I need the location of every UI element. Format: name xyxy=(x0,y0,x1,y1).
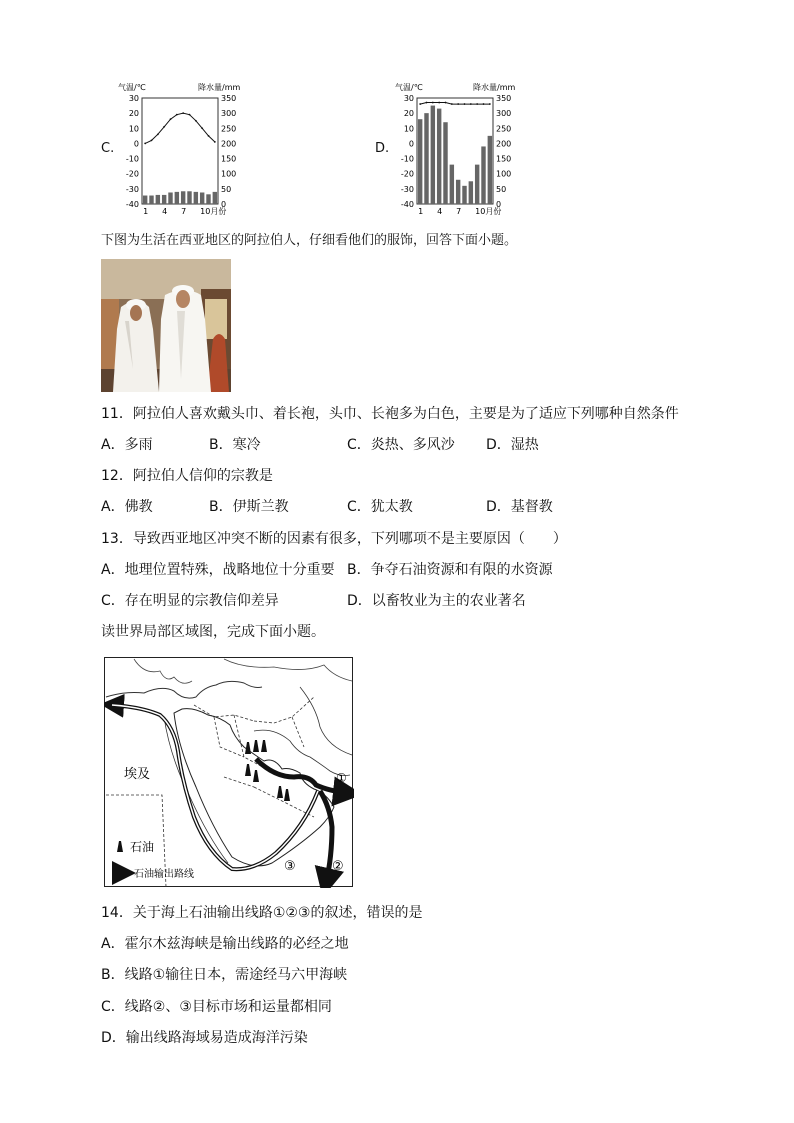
chart-d-x-tick: 7 xyxy=(456,207,462,216)
route-3-label: ③ xyxy=(284,859,296,874)
question-13-text: 13．导致西亚地区冲突不断的因素有很多，下列哪项不是主要原因（ ） xyxy=(101,531,567,547)
chart-c-temp-point xyxy=(182,112,184,114)
chart-d-precip-bar xyxy=(437,109,441,204)
chart-c-right-tick: 350 xyxy=(221,94,237,103)
chart-d-left-tick: -30 xyxy=(400,184,414,194)
chart-d-temp-point xyxy=(426,102,428,104)
chart-d-temp-point xyxy=(445,102,447,104)
arab-men-photo xyxy=(101,259,231,392)
chart-d-temp-point xyxy=(476,103,478,105)
chart-c-left-tick: -40 xyxy=(125,200,139,209)
q13-option-a[interactable]: A．地理位置特殊，战略地位十分重要 xyxy=(101,562,335,578)
map-intro-text: 读世界局部区域图，完成下面小题。 xyxy=(101,624,325,640)
chart-d-right-tick: 350 xyxy=(496,94,512,103)
chart-c-precip-bar xyxy=(162,195,166,204)
chart-d-right-tick: 150 xyxy=(496,154,512,164)
q14-option-d[interactable]: D．输出线路海域易造成海洋污染 xyxy=(101,1030,308,1046)
chart-c-right-tick: 200 xyxy=(221,139,237,149)
chart-c-precip-bar xyxy=(156,195,160,204)
chart-d-precip-bar xyxy=(431,106,435,204)
q11-option-b[interactable]: B．寒冷 xyxy=(209,437,261,453)
chart-c-right-tick: 50 xyxy=(221,184,232,194)
climate-chart-c xyxy=(112,80,252,220)
chart-d-temperature-line xyxy=(420,103,490,105)
chart-d-right-tick: 300 xyxy=(496,109,512,119)
q12-option-d[interactable]: D．基督教 xyxy=(486,499,553,515)
chart-c-temp-point xyxy=(201,127,203,129)
question-12-text: 12．阿拉伯人信仰的宗教是 xyxy=(101,468,273,484)
chart-c-x-tick: 4 xyxy=(162,207,168,216)
chart-c-left-tick: 30 xyxy=(128,94,139,103)
climate-chart-d xyxy=(387,80,527,220)
photo-intro-text: 下图为生活在西亚地区的阿拉伯人，仔细看他们的服饰，回答下面小题。 xyxy=(101,233,518,248)
chart-d-precip-bar xyxy=(443,122,447,204)
egypt-label: 埃及 xyxy=(124,767,151,782)
chart-c-precip-bar xyxy=(181,191,185,204)
q14-option-c[interactable]: C．线路②、③目标市场和运量都相同 xyxy=(101,999,332,1015)
question-14-text: 14．关于海上石油输出线路①②③的叙述，错误的是 xyxy=(101,905,423,921)
q12-option-b[interactable]: B．伊斯兰教 xyxy=(209,499,289,515)
chart-c-temp-point xyxy=(176,114,178,116)
chart-d-right-tick: 200 xyxy=(496,139,512,149)
chart-d-temp-point xyxy=(464,103,466,105)
chart-c-right-tick: 100 xyxy=(221,169,237,179)
route-2-label: ② xyxy=(332,859,344,874)
q14-option-b[interactable]: B．线路①输往日本，需途经马六甲海峡 xyxy=(101,967,348,983)
q11-option-d[interactable]: D．湿热 xyxy=(486,437,539,453)
chart-d-temp-point xyxy=(419,103,421,105)
chart-c-left-label: 气温/℃ xyxy=(118,83,146,92)
q12-option-a[interactable]: A．佛教 xyxy=(101,499,153,515)
chart-c-right-tick: 0 xyxy=(221,200,227,209)
chart-c-precip-bar xyxy=(206,194,210,204)
chart-d-left-tick: 10 xyxy=(403,124,414,134)
chart-c-x-tick: 1 xyxy=(143,207,149,216)
chart-d-left-tick: -40 xyxy=(400,200,414,209)
chart-c-right-tick: 300 xyxy=(221,109,237,119)
chart-c-temp-point xyxy=(144,143,146,145)
chart-d-right-tick: 250 xyxy=(496,124,512,134)
chart-d-temp-point xyxy=(451,103,453,105)
chart-c-temp-point xyxy=(170,118,172,120)
legend-oil-label: 石油 xyxy=(130,840,155,854)
chart-d-left-tick: -20 xyxy=(400,169,414,179)
chart-c-precip-bar xyxy=(149,196,153,204)
chart-d-precip-bar xyxy=(469,181,473,204)
chart-d-x-tick: 10月份 xyxy=(475,207,502,216)
chart-c-temp-point xyxy=(151,140,153,142)
chart-d-left-label: 气温/℃ xyxy=(395,83,423,92)
chart-c-precip-bar xyxy=(143,196,147,204)
question-11-text: 11．阿拉伯人喜欢戴头巾、着长袍，头巾、长袍多为白色，主要是为了适应下列哪种自然条件 xyxy=(101,406,679,422)
chart-d-precip-bar xyxy=(450,165,454,204)
chart-d-precip-bar xyxy=(456,180,460,204)
chart-c-left-tick: -30 xyxy=(125,184,139,194)
chart-d-temp-point xyxy=(438,102,440,104)
chart-c-temp-point xyxy=(189,114,191,116)
chart-d-left-tick: 20 xyxy=(403,109,414,119)
chart-d-precip-bar xyxy=(418,119,422,204)
chart-c-precip-bar xyxy=(194,192,198,204)
chart-d-left-tick: 30 xyxy=(403,94,414,103)
chart-c-precip-bar xyxy=(168,192,172,204)
q14-option-a[interactable]: A．霍尔木兹海峡是输出线路的必经之地 xyxy=(101,936,349,952)
chart-c-right-label: 降水量/mm xyxy=(198,83,241,92)
option-d-letter: D. xyxy=(375,141,390,156)
middle-east-map xyxy=(104,657,354,888)
chart-d-x-tick: 1 xyxy=(418,207,424,216)
chart-c-precip-bar xyxy=(200,192,204,204)
chart-c-right-tick: 150 xyxy=(221,154,237,164)
chart-d-right-label: 降水量/mm xyxy=(473,83,516,92)
chart-d-precip-bar xyxy=(475,165,479,204)
chart-c-temperature-line xyxy=(145,113,215,143)
chart-d-precip-bar xyxy=(488,136,492,204)
chart-c-precip-bar xyxy=(187,191,191,204)
chart-c-temp-point xyxy=(208,135,210,137)
q12-option-c[interactable]: C．犹太教 xyxy=(347,499,413,515)
chart-d-temp-point xyxy=(432,102,434,104)
chart-c-precip-bar xyxy=(213,192,217,204)
q13-option-d[interactable]: D．以畜牧业为主的农业著名 xyxy=(347,593,526,609)
chart-c-temp-point xyxy=(157,133,159,135)
q11-option-a[interactable]: A．多雨 xyxy=(101,437,153,453)
chart-d-precip-bar xyxy=(424,113,428,204)
chart-d-left-tick: 0 xyxy=(408,139,414,149)
chart-d-temp-point xyxy=(489,103,491,105)
legend-route-label: 石油输出路线 xyxy=(134,869,194,880)
chart-c-left-tick: 10 xyxy=(128,124,139,134)
option-c-letter: C. xyxy=(101,141,115,156)
chart-c-right-tick: 250 xyxy=(221,124,237,134)
chart-d-temp-point xyxy=(470,103,472,105)
chart-d-temp-point xyxy=(457,103,459,105)
chart-c-precip-bar xyxy=(175,192,179,204)
chart-c-left-tick: 0 xyxy=(133,139,139,149)
chart-d-x-tick: 4 xyxy=(437,207,443,216)
q11-option-c[interactable]: C．炎热、多风沙 xyxy=(347,437,455,453)
chart-c-temp-point xyxy=(195,120,197,122)
q13-option-c[interactable]: C．存在明显的宗教信仰差异 xyxy=(101,593,279,609)
chart-c-temp-point xyxy=(163,126,165,128)
chart-d-precip-bar xyxy=(462,186,466,204)
chart-d-right-tick: 0 xyxy=(496,200,502,209)
chart-d-precip-bar xyxy=(481,146,485,204)
route-1-label: ① xyxy=(336,771,347,785)
chart-c-x-tick: 7 xyxy=(181,207,187,216)
q13-option-b[interactable]: B．争夺石油资源和有限的水资源 xyxy=(347,562,553,578)
chart-d-right-tick: 100 xyxy=(496,169,512,179)
chart-c-temp-point xyxy=(214,141,216,143)
chart-d-right-tick: 50 xyxy=(496,184,507,194)
chart-d-left-tick: -10 xyxy=(400,154,414,164)
chart-c-left-tick: -20 xyxy=(125,169,139,179)
chart-d-temp-point xyxy=(483,103,485,105)
chart-c-left-tick: 20 xyxy=(128,109,139,119)
chart-c-left-tick: -10 xyxy=(125,154,139,164)
chart-c-x-tick: 10月份 xyxy=(200,207,227,216)
